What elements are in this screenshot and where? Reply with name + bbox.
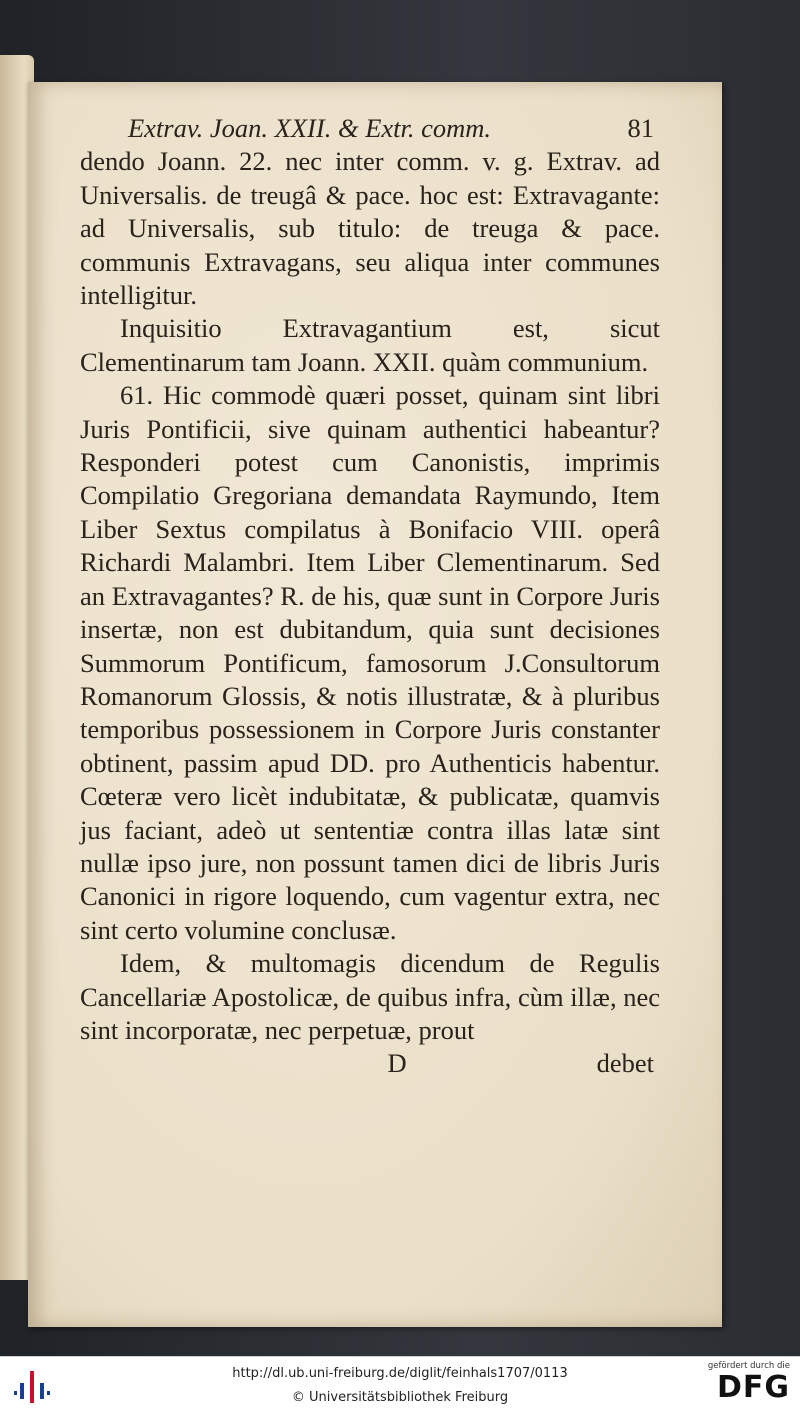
- page-text: [80, 112, 660, 1081]
- funding-note: gefördert durch die: [707, 1361, 790, 1371]
- paragraph-1: dendo Joann. 22. nec inter comm. v. g. Extrav. ad Universalis. de treugâ & pace. hoc est: Extravagante: ad Universalis, sub titulo: de treuga & pace. communis Extravagans, seu aliqua inter communes intelligitur.: [80, 146, 660, 311]
- catchword-row: [80, 1047, 660, 1080]
- paragraph-2: Inquisitio Extravagantium est, sicut Clementinarum tam Joann. XXII. quàm communium.: [80, 313, 660, 377]
- paragraph-4: Idem, & multomagis dicendum de Regulis Cancellariæ Apostolicæ, de quibus infra, cùm illæ, nec sint incorporatæ, nec perpetuæ, prout: [80, 948, 660, 1045]
- dfg-logo: DFG: [716, 1370, 790, 1405]
- viewer-footer: [0, 1356, 800, 1416]
- running-head-row: [80, 112, 660, 145]
- document-url[interactable]: http://dl.ub.uni-freiburg.de/diglit/feinhals1707/0113: [232, 1366, 568, 1381]
- copyright: © Universitätsbibliothek Freiburg: [291, 1390, 509, 1405]
- catchword: debet: [596, 1048, 654, 1079]
- signature-mark: D: [387, 1048, 407, 1079]
- page-number: 81: [627, 113, 654, 143]
- paragraph-3: 61. Hic commodè quæri posset, quinam sint libri Juris Pontificii, sive quinam authentici habeantur? Responderi potest cum Canonistis, imprimis Compilatio Gregoriana demandata Raymundo, Item Liber Sextus compilatus à Bonifacio VIII. operâ Richardi Malambri. Item Liber Clementinarum. Sed an Extravagantes? R. de his, quæ sunt in Corpore Juris insertæ, non est dubitandum, quia sunt decisiones Summorum Pontificum, famosorum J.Consultorum Romanorum Glossis, & notis illustratæ, & à pluribus temporibus possessionem in Corpore Juris constanter obtinent, passim apud DD. pro Authenticis habentur. Cœteræ vero licèt indubitatæ, & publicatæ, quamvis jus faciant, adeò ut sententiæ contra illas latæ sint nullæ ipso jure, non possunt tamen dici de libris Juris Canonici in rigore loquendo, cum vagentur extra, nec sint certo volumine conclusæ.: [80, 380, 660, 945]
- running-head: Extrav. Joan. XXII. & Extr. comm.: [128, 113, 492, 143]
